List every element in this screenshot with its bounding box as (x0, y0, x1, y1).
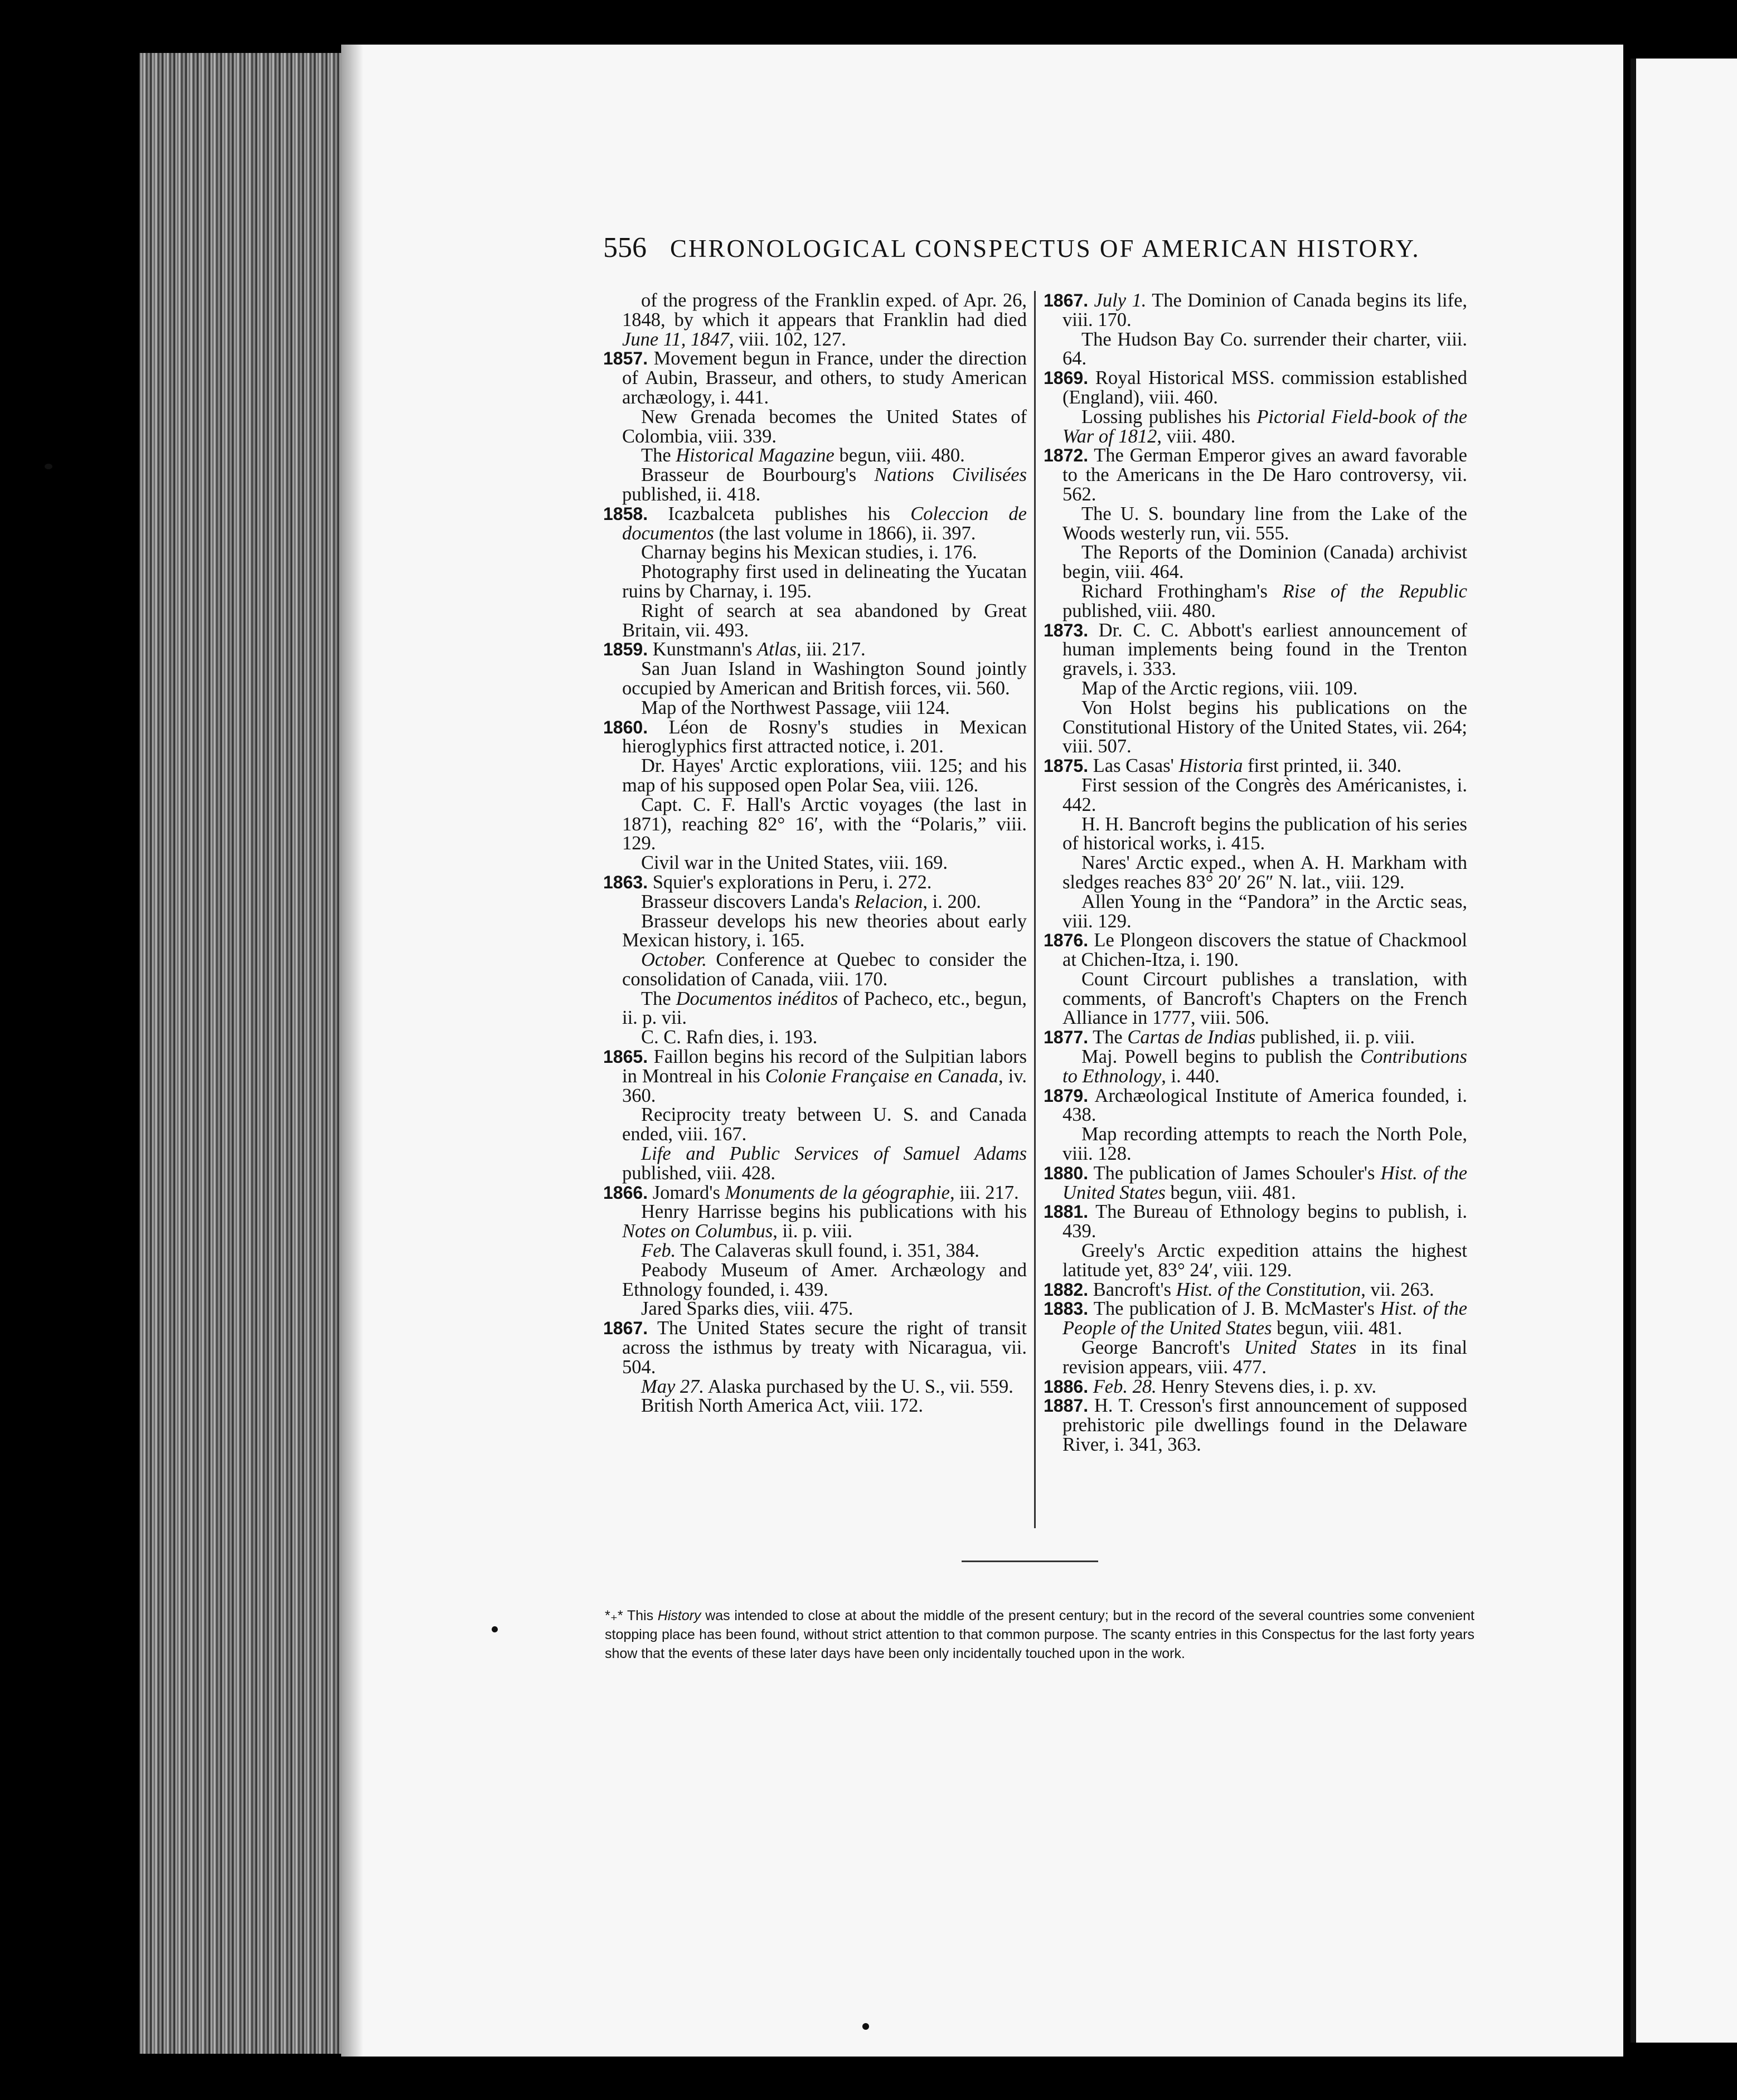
entry-text: Jomard's (648, 1182, 725, 1203)
entry-text-rest: , vii. 263. (1361, 1279, 1434, 1300)
entry-year: 1886. (1044, 1376, 1089, 1397)
chronology-entry (603, 1183, 1027, 1203)
entry-text: The Bureau of Ethnology begins to publish, i. 439. (1062, 1201, 1467, 1242)
entry-text-rest: , iii. 217. (949, 1182, 1019, 1203)
chronology-entry (603, 756, 1027, 795)
entry-text-rest: , viii. 102, 127. (729, 328, 846, 350)
chronology-entry (603, 1028, 1027, 1047)
entry-text-rest: The Dominion of Canada begins its life, viii. 170. (1062, 290, 1468, 330)
entry-italic: Feb. 28. (1093, 1375, 1157, 1397)
entry-italic: July 1. (1094, 290, 1147, 311)
footnote-text: This (623, 1608, 658, 1623)
chronology-entry (603, 640, 1027, 659)
entry-text-rest: , iv. 360. (622, 1065, 1027, 1106)
entry-year: 1865. (603, 1047, 648, 1067)
entry-text-rest: begun, viii. 481. (1165, 1182, 1296, 1203)
entry-text-rest: , i. 200. (923, 891, 981, 912)
chronology-entry (1044, 1280, 1467, 1300)
entry-text: Henry Harrisse begins his publications with his (641, 1201, 1027, 1223)
footnote-italic: History (657, 1608, 701, 1623)
chronology-entry (603, 291, 1027, 349)
entry-text: The German Emperor gives an award favorable to the Americans in the De Haro controversy, vii. 562. (1062, 445, 1467, 505)
chronology-entry (603, 1047, 1027, 1105)
chronology-entry (603, 1299, 1027, 1319)
entry-italic: Life and Public Services of Samuel Adams (641, 1143, 1027, 1165)
entry-text-rest: first printed, ii. 340. (1243, 755, 1402, 777)
chronology-entry (1044, 776, 1467, 815)
facing-page-edge (1631, 59, 1737, 2043)
entry-text: Léon de Rosny's studies in Mexican hieroglyphics first attracted notice, i. 201. (622, 716, 1027, 757)
chronology-entry (603, 446, 1027, 465)
chronology-entry (1044, 368, 1467, 407)
entry-year: 1859. (603, 639, 648, 660)
entry-text: Count Circourt publishes a translation, with comments, of Bancroft's Chapters on the French Alliance in 1777, viii. 506. (1062, 968, 1467, 1029)
book-edge (139, 53, 346, 2054)
entry-text: British North America Act, viii. 172. (641, 1395, 923, 1417)
entry-year: 1883. (1044, 1299, 1089, 1319)
entry-text: Maj. Powell begins to publish the (1081, 1046, 1361, 1068)
chronology-entry (603, 465, 1027, 504)
chronology-entry (1044, 330, 1467, 369)
entry-text-rest: , i. 440. (1161, 1065, 1220, 1087)
entry-italic: Pictorial Field-book of the War of 1812 (1062, 406, 1468, 447)
entry-text-rest: in its final revision appears, viii. 477. (1062, 1337, 1467, 1378)
chronology-entry (1044, 504, 1467, 543)
chronology-entry (603, 1319, 1027, 1377)
left-column (603, 291, 1027, 1416)
entry-text-rest: published, viii. 428. (622, 1162, 776, 1184)
chronology-entry (1044, 1377, 1467, 1397)
entry-text-rest: Alaska purchased by the U. S., vii. 559. (704, 1375, 1013, 1397)
scan-speck (492, 1626, 498, 1632)
chronology-entry (1044, 621, 1467, 679)
entry-text: Bancroft's (1088, 1279, 1176, 1300)
column-divider (1034, 291, 1036, 1528)
chronology-entry (603, 950, 1027, 989)
entry-year: 1863. (603, 872, 648, 892)
entry-text: Capt. C. F. Hall's Arctic voyages (the last in 1871), reaching 82° 16′, with the “Polaris,” viii. 129. (622, 794, 1027, 854)
entry-text (1088, 1376, 1093, 1397)
scan-speck (862, 2023, 869, 2030)
chronology-entry (603, 1105, 1027, 1144)
entry-italic: Historia (1178, 755, 1243, 777)
chronology-entry (603, 698, 1027, 718)
entry-italic: October. (641, 949, 707, 971)
entry-text-rest: Conference at Quebec to consider the consolidation of Canada, viii. 170. (622, 949, 1027, 990)
entry-text-rest: published, viii. 480. (1062, 600, 1216, 621)
entry-text: Le Plongeon discovers the statue of Chackmool at Chichen-Itza, i. 190. (1062, 930, 1467, 971)
entry-italic: June 11, 1847 (622, 328, 729, 350)
chronology-entry (1044, 407, 1467, 446)
entry-text: Map recording attempts to reach the North Pole, viii. 128. (1062, 1124, 1467, 1165)
entry-text: New Grenada becomes the United States of Colombia, viii. 339. (622, 406, 1027, 447)
entry-text-rest: , iii. 217. (796, 639, 866, 660)
entry-text: Von Holst begins his publications on the Constitutional History of the United States, vii. 264; viii. 507. (1062, 697, 1467, 757)
chronology-entry (603, 407, 1027, 446)
entry-text: Map of the Arctic regions, viii. 109. (1081, 677, 1358, 699)
entry-text: George Bancroft's (1081, 1337, 1244, 1359)
entry-year: 1873. (1044, 620, 1089, 640)
entry-text: H. H. Bancroft begins the publication of his series of historical works, i. 415. (1062, 813, 1467, 854)
entry-italic: Contributions to Ethnology (1062, 1046, 1467, 1087)
entry-year: 1867. (603, 1318, 648, 1339)
footnote-text-rest: was intended to close at about the middle of the present century; but in the record of the several countries some convenient stopping place has been found, without strict attention to that common purpose. The scanty entries in this Conspectus for the last forty years show that the events of these later days have been only incidentally touched upon in the work. (605, 1608, 1474, 1661)
footnote (605, 1606, 1474, 1663)
chronology-entry (1044, 679, 1467, 698)
entry-year: 1867. (1044, 290, 1089, 310)
entry-italic: Rise of the Republic (1282, 580, 1467, 602)
entry-text: Lossing publishes his (1081, 406, 1257, 427)
entry-year: 1869. (1044, 368, 1089, 388)
right-column (1044, 291, 1467, 1455)
chronology-entry (1044, 582, 1467, 621)
entry-text: The (641, 445, 676, 466)
entry-year: 1887. (1044, 1396, 1089, 1416)
chronology-entry (1044, 291, 1467, 330)
entry-year: 1876. (1044, 930, 1089, 951)
chronology-entry (603, 1202, 1027, 1241)
chronology-entry (603, 873, 1027, 892)
entry-text: Nares' Arctic exped., when A. H. Markham with sledges reaches 83° 20′ 26″ N. lat., viii. 129. (1062, 852, 1467, 893)
chronology-entry (603, 562, 1027, 601)
chronology-entry (603, 1377, 1027, 1397)
chronology-entry (1044, 446, 1467, 504)
entry-text: The Hudson Bay Co. surrender their charter, viii. 64. (1062, 328, 1467, 370)
entry-year: 1860. (603, 717, 648, 737)
chronology-entry (1044, 1086, 1467, 1125)
entry-text: Map of the Northwest Passage, viii 124. (641, 697, 950, 718)
page-title: CHRONOLOGICAL CONSPECTUS OF AMERICAN HISTORY. (670, 235, 1420, 262)
entry-year: 1880. (1044, 1163, 1089, 1183)
entry-text: First session of the Congrès des Américanistes, i. 442. (1062, 774, 1467, 815)
entry-text: Greely's Arctic expedition attains the highest latitude yet, 83° 24′, viii. 129. (1062, 1240, 1467, 1281)
chronology-entry (1044, 931, 1467, 970)
chronology-entry (1044, 543, 1467, 582)
entry-text: Royal Historical MSS. commission established (England), viii. 460. (1062, 367, 1467, 408)
page-gutter-shadow (341, 45, 363, 2057)
entry-text: Dr. C. C. Abbott's earliest announcement of human implements being found in the Trenton gravels, i. 333. (1062, 619, 1467, 680)
entry-text: Dr. Hayes' Arctic explorations, viii. 125; and his map of his supposed open Polar Sea, viii. 126. (622, 755, 1027, 796)
entry-text: Archæological Institute of America founded, i. 438. (1062, 1085, 1467, 1126)
chronology-entry (603, 601, 1027, 640)
scan-speck (45, 464, 52, 469)
entry-text: The (1088, 1027, 1128, 1048)
entry-year: 1875. (1044, 756, 1089, 776)
chronology-entry (1044, 1047, 1467, 1086)
entry-text: Civil war in the United States, viii. 169. (641, 852, 948, 874)
chronology-entry (603, 504, 1027, 543)
entry-text: Charnay begins his Mexican studies, i. 176. (641, 542, 977, 563)
entry-italic: Notes on Columbus (622, 1221, 773, 1242)
chronology-entry (1044, 1241, 1467, 1280)
entry-text: Brasseur discovers Landa's (641, 891, 855, 912)
entry-year: 1877. (1044, 1027, 1089, 1048)
chronology-entry (1044, 756, 1467, 776)
entry-text-rest: published, ii. 418. (622, 483, 761, 505)
chronology-entry (1044, 815, 1467, 854)
entry-text: Movement begun in France, under the direction of Aubin, Brasseur, and others, to study American archæology, i. 441. (622, 348, 1027, 408)
entry-text: Squier's explorations in Peru, i. 272. (648, 871, 932, 893)
entry-text: The publication of James Schouler's (1088, 1162, 1381, 1184)
entry-year: 1858. (603, 503, 648, 524)
entry-text (1088, 290, 1094, 311)
entry-text: The U. S. boundary line from the Lake of the Woods westerly run, vii. 555. (1062, 503, 1467, 544)
entry-text: Brasseur de Bourbourg's (641, 464, 875, 486)
entry-text: H. T. Cresson's first announcement of supposed prehistoric pile dwellings found in the Delaware River, i. 341, 363. (1062, 1395, 1467, 1456)
footnote-mark: *₊* (605, 1608, 623, 1623)
entry-text: Peabody Museum of Amer. Archæology and Ethnology founded, i. 439. (622, 1259, 1027, 1300)
entry-text-rest: begun, viii. 481. (1272, 1318, 1403, 1339)
entry-text-rest: The Calaveras skull found, i. 351, 384. (676, 1240, 979, 1262)
entry-text-rest: , ii. p. viii. (773, 1221, 853, 1242)
chronology-entry (603, 989, 1027, 1028)
entry-year: 1857. (603, 348, 648, 369)
entry-text: The Reports of the Dominion (Canada) archivist begin, viii. 464. (1062, 542, 1467, 583)
entry-italic: Relacion (854, 891, 923, 912)
chronology-entry (1044, 1125, 1467, 1164)
entry-text: C. C. Rafn dies, i. 193. (641, 1027, 818, 1048)
chronology-entry (1044, 970, 1467, 1028)
chronology-entry (1044, 853, 1467, 892)
entry-year: 1881. (1044, 1202, 1089, 1222)
entry-italic: Feb. (641, 1240, 676, 1262)
entry-italic: May 27. (641, 1375, 705, 1397)
entry-italic: Cartas de Indias (1127, 1027, 1256, 1048)
entry-text: Icazbalceta publishes his (648, 503, 911, 524)
entry-text: Kunstmann's (648, 639, 758, 660)
chronology-entry (603, 853, 1027, 873)
chronology-entry (603, 795, 1027, 853)
entry-italic: Hist. of the United States (1062, 1162, 1468, 1203)
entry-text-rest: begun, viii. 480. (834, 445, 965, 466)
running-head (603, 231, 1462, 270)
entry-text: Las Casas' (1088, 755, 1179, 777)
chronology-entry (603, 659, 1027, 698)
chronology-entry (1044, 1299, 1467, 1338)
entry-year: 1866. (603, 1182, 648, 1203)
entry-italic: Hist. of the People of the United States (1062, 1298, 1468, 1339)
chronology-entry (603, 718, 1027, 757)
entry-italic: Historical Magazine (676, 445, 834, 466)
chronology-entry (603, 1144, 1027, 1183)
entry-year: 1879. (1044, 1085, 1089, 1106)
entry-text: Jared Sparks dies, viii. 475. (641, 1298, 853, 1320)
entry-text: of the progress of the Franklin exped. of Apr. 26, 1848, by which it appears that Franklin had died (622, 290, 1027, 330)
entry-text: San Juan Island in Washington Sound jointly occupied by American and British forces, vii. 560. (622, 658, 1027, 699)
entry-text: Allen Young in the “Pandora” in the Arctic seas, viii. 129. (1062, 891, 1467, 932)
entry-text: Faillon begins his record of the Sulpitian labors in Montreal in his (622, 1046, 1027, 1087)
chronology-entry (603, 1396, 1027, 1416)
chronology-entry (1044, 892, 1467, 931)
entry-year: 1882. (1044, 1279, 1089, 1300)
entry-italic: Monuments de la géographie (725, 1182, 950, 1203)
entry-text: The United States secure the right of transit across the isthmus by treaty with Nicaragua, vii. 504. (622, 1318, 1027, 1378)
entry-year: 1872. (1044, 445, 1089, 466)
page-number: 556 (603, 232, 647, 264)
chronology-entry (603, 1261, 1027, 1300)
chronology-entry (1044, 1202, 1467, 1241)
entry-italic: Nations Civilisées (874, 464, 1027, 486)
chronology-entry (603, 543, 1027, 562)
entry-italic: Documentos inéditos (676, 988, 838, 1009)
entry-text-rest: , viii. 480. (1157, 425, 1236, 447)
entry-text-rest: of Pacheco, etc., begun, ii. p. vii. (622, 988, 1027, 1029)
footnote-rule (962, 1561, 1098, 1562)
entry-italic: Hist. of the Constitution (1176, 1279, 1361, 1300)
entry-text: Brasseur develops his new theories about early Mexican history, i. 165. (622, 910, 1027, 951)
entry-italic: Colonie Française en Canada (765, 1065, 999, 1087)
entry-text: The publication of J. B. McMaster's (1088, 1298, 1381, 1320)
entry-text: Richard Frothingham's (1081, 580, 1283, 602)
chronology-entry (1044, 1338, 1467, 1377)
chronology-entry (1044, 698, 1467, 756)
chronology-entry (603, 1241, 1027, 1261)
chronology-entry (603, 892, 1027, 912)
chronology-entry (603, 912, 1027, 951)
entry-text: Photography first used in delineating the Yucatan ruins by Charnay, i. 195. (622, 561, 1027, 602)
entry-text: Reciprocity treaty between U. S. and Canada ended, viii. 167. (622, 1104, 1027, 1145)
entry-text-rest: (the last volume in 1866), ii. 397. (714, 522, 976, 544)
chronology-entry (603, 349, 1027, 407)
chronology-entry (1044, 1164, 1467, 1203)
entry-italic: Coleccion de documentos (622, 503, 1027, 544)
entry-italic: Atlas (757, 639, 797, 660)
entry-text-rest: published, ii. p. viii. (1255, 1027, 1415, 1048)
entry-text-rest: Henry Stevens dies, i. p. xv. (1156, 1375, 1377, 1397)
entry-italic: United States (1244, 1337, 1357, 1359)
entry-text: The (641, 988, 676, 1009)
chronology-entry (1044, 1028, 1467, 1047)
entry-text: Right of search at sea abandoned by Great Britain, vii. 493. (622, 600, 1027, 641)
chronology-entry (1044, 1396, 1467, 1454)
